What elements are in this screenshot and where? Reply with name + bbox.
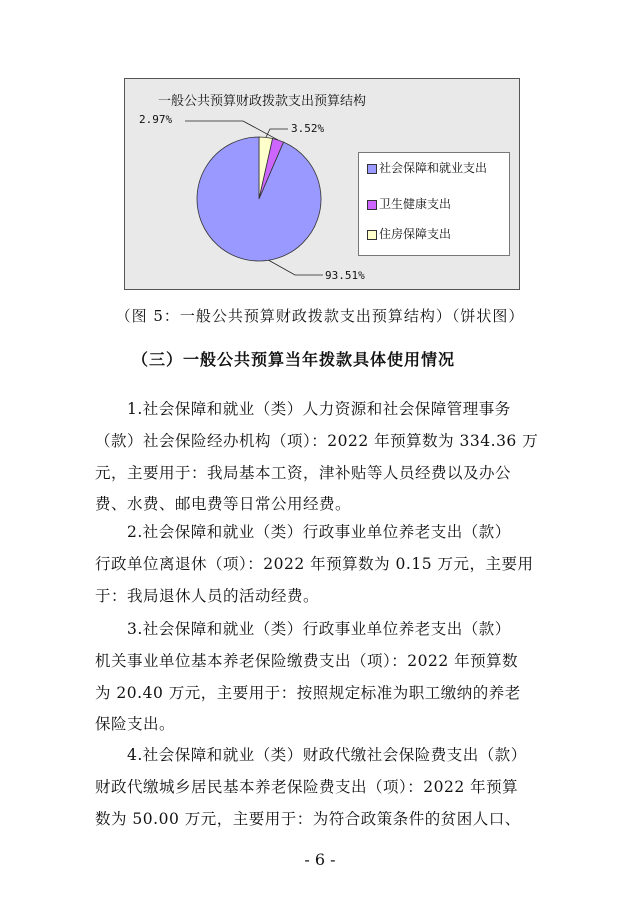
figure-caption: （图 5：一般公共预算财政拨款支出预算结构）（饼状图） [115, 307, 525, 325]
legend-item-health [367, 197, 507, 212]
paragraph-line: 于：我局退休人员的活动经费。 [95, 586, 320, 605]
paragraph-2 [95, 517, 547, 612]
paragraph-line: 机关事业单位基本养老保险缴费支出（项）：2022 年预算数 [95, 651, 519, 670]
legend-item-housing [367, 227, 507, 242]
paragraph-line: 1.社会保障和就业（类）人力资源和社会保障管理事务 [127, 400, 511, 418]
paragraph-line: 行政单位离退休（项）：2022 年预算数为 0.15 万元，主要用 [95, 554, 534, 573]
data-label-health: 2.97% [139, 113, 173, 126]
paragraph-line: 为 20.40 万元，主要用于：按照规定标准为职工缴纳的养老 [95, 683, 521, 702]
data-label-housing: 3.52% [291, 122, 325, 135]
paragraph-line: 数为 50.00 万元，主要用于：为符合政策条件的贫困人口、 [95, 809, 521, 828]
paragraph-1 [95, 394, 547, 521]
paragraph-line: 3.社会保障和就业（类）行政事业单位养老支出（款） [127, 620, 511, 638]
section-heading: （三）一般公共预算当年拨款具体使用情况 [132, 350, 456, 369]
paragraph-line: 2.社会保障和就业（类）行政事业单位养老支出（款） [127, 523, 511, 541]
legend-swatch [367, 200, 377, 210]
paragraph-line: 元，主要用于：我局基本工资，津补贴等人员经费以及办公 [95, 463, 512, 482]
pie-slice-0 [197, 137, 321, 261]
legend-swatch [367, 164, 377, 174]
paragraph-4 [95, 740, 547, 835]
data-label-social-security: 93.51% [325, 269, 365, 282]
paragraph-3 [95, 614, 547, 741]
legend-label: 卫生健康支出 [379, 197, 452, 211]
paragraph-line: 保险支出。 [95, 715, 176, 734]
page-number: - 6 - [304, 850, 336, 869]
paragraph-line: （款）社会保险经办机构（项）：2022 年预算数为 334.36 万 [95, 431, 539, 450]
legend-label: 社会保障和就业支出 [379, 161, 488, 175]
pie-slices [197, 137, 321, 261]
leader-line-housing [266, 129, 288, 137]
leader-line-social-security [269, 260, 323, 275]
paragraph-line: 4.社会保障和就业（类）财政代缴社会保险费支出（款） [127, 746, 527, 764]
paragraph-line: 费、水费、邮电费等日常公用经费。 [95, 495, 352, 514]
legend-item-social-security [367, 161, 507, 176]
chart-title: 一般公共预算财政拨款支出预算结构 [157, 94, 367, 109]
chart-legend [358, 152, 510, 256]
pie-chart [124, 78, 520, 290]
paragraph-line: 财政代缴城乡居民基本养老保险费支出（项）：2022 年预算 [95, 777, 519, 796]
legend-label: 住房保障支出 [379, 227, 452, 241]
legend-swatch [367, 230, 377, 240]
